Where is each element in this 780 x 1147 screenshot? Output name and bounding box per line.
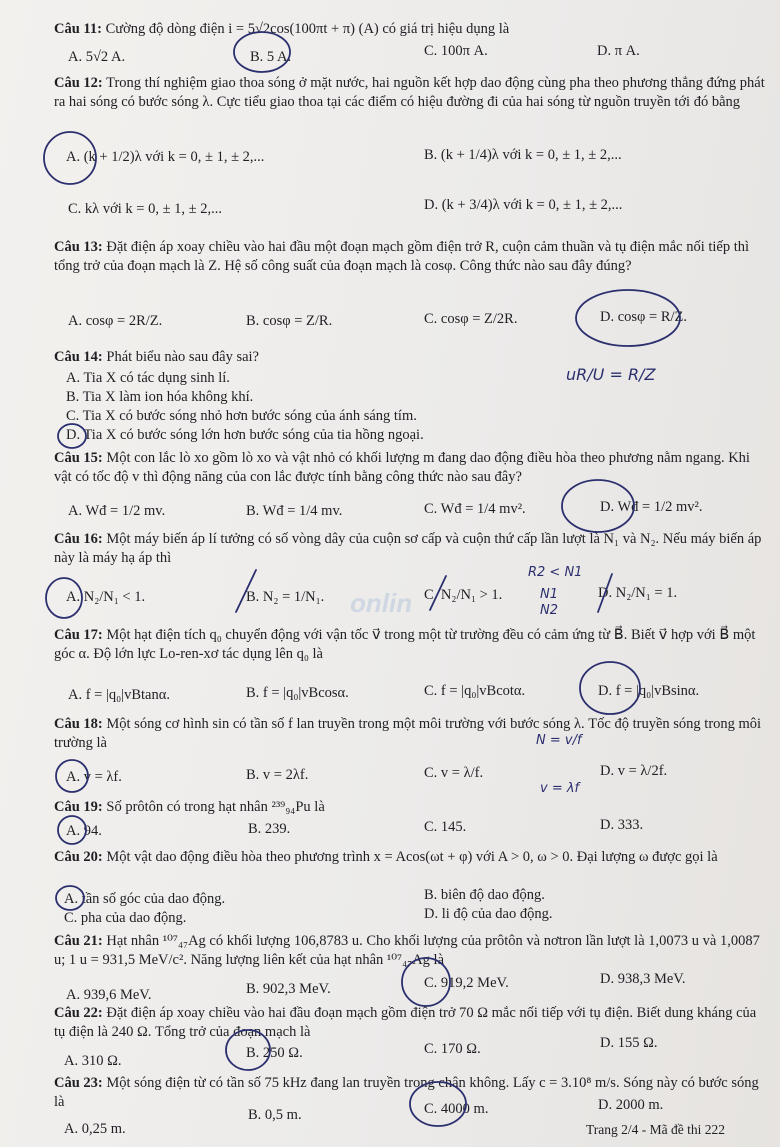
option-b: B. 250 Ω.	[246, 1045, 303, 1061]
option-c: C. 4000 m.	[424, 1101, 489, 1117]
option-a: A. v = λf.	[66, 769, 122, 785]
question-stem: Trong thí nghiệm giao thoa sóng ở mặt nước, hai nguồn kết hợp dao động cùng pha theo phương thẳng đứng phát ra hai sóng có bước sóng λ. Cực tiểu giao thoa tại các điểm có hiệu đường đi của hai sóng từ nguồn truyền tới đó bằng	[54, 75, 765, 110]
option-a: A. Wđ = 1/2 mv.	[68, 503, 166, 519]
option-c: C. 170 Ω.	[424, 1041, 481, 1057]
option-d: D. 2000 m.	[598, 1097, 664, 1113]
question-17	[54, 626, 766, 664]
question-number: Câu 19:	[54, 799, 103, 815]
option-a: A. (k + 1/2)λ với k = 0, ± 1, ± 2,...	[66, 149, 265, 165]
option-b: B. 239.	[248, 821, 291, 837]
option-b: B. f = |q₀|vBcosα.	[246, 685, 349, 701]
watermark: onlin	[350, 588, 413, 618]
question-number: Câu 21:	[54, 933, 103, 949]
option-c: C. pha của dao động.	[64, 910, 187, 926]
option-c: C. Tia X có bước sóng nhỏ hơn bước sóng của ánh sáng tím.	[66, 408, 417, 424]
question-stem: Số prôtôn có trong hạt nhân ²³⁹₉₄Pu là	[106, 799, 325, 815]
option-c: C. 100π A.	[424, 43, 488, 59]
handwritten-note: N = v/f	[536, 733, 582, 748]
option-d: D. Wđ = 1/2 mv².	[600, 499, 703, 515]
question-number: Câu 22:	[54, 1005, 103, 1021]
question-stem: Một vật dao động điều hòa theo phương trình x = Acos(ωt + φ) với A > 0, ω > 0. Đại lượng ω được gọi là	[106, 849, 718, 865]
option-b: B. cosφ = Z/R.	[246, 313, 333, 329]
option-d: D. N₂/N₁ = 1.	[598, 585, 678, 601]
handwritten-note: v = λf	[540, 781, 580, 796]
question-number: Câu 13:	[54, 239, 103, 255]
question-number: Câu 15:	[54, 450, 103, 466]
page-footer: Trang 2/4 - Mã đề thi 222	[586, 1122, 725, 1137]
option-b: B. (k + 1/4)λ với k = 0, ± 1, ± 2,...	[424, 147, 622, 163]
option-a: A. N₂/N₁ < 1.	[66, 589, 146, 605]
option-a: A. f = |q₀|vBtanα.	[68, 687, 170, 703]
option-a: A. 5√2 A.	[68, 49, 126, 65]
option-a: A. 939,6 MeV.	[66, 987, 152, 1003]
question-stem: Cường độ dòng điện i = 5√2cos(100πt + π) (A) có giá trị hiệu dụng là	[105, 21, 510, 37]
option-b: B. 5 A.	[250, 49, 292, 65]
question-stem: Một sóng điện từ có tần số 75 kHz đang lan truyền trong chân không. Lấy c = 3.10⁸ m/s. Sóng này có bước sóng là	[54, 1075, 759, 1110]
question-12	[54, 74, 766, 112]
option-c: C. Wđ = 1/4 mv².	[424, 501, 526, 517]
option-d: D. (k + 3/4)λ với k = 0, ± 1, ± 2,...	[424, 197, 623, 213]
option-d: D. Tia X có bước sóng lớn hơn bước sóng của tia hồng ngoại.	[66, 427, 424, 443]
handwritten-note: N1	[540, 587, 558, 602]
question-15	[54, 449, 766, 487]
question-14	[54, 348, 766, 367]
option-d: D. 333.	[600, 817, 644, 833]
question-number: Câu 17:	[54, 627, 103, 643]
option-c: C. 919,2 MeV.	[424, 975, 509, 991]
question-number: Câu 14:	[54, 349, 103, 365]
option-c: C. f = |q₀|vBcotα.	[424, 683, 526, 699]
question-22	[54, 1004, 766, 1042]
option-a: A. Tia X có tác dụng sinh lí.	[66, 370, 230, 386]
question-stem: Phát biểu nào sau đây sai?	[106, 349, 259, 365]
question-number: Câu 23:	[54, 1075, 103, 1091]
option-a: A. 94.	[66, 823, 102, 839]
option-d: D. cosφ = R/Z.	[600, 309, 688, 325]
option-d: D. f = |q₀|vBsinα.	[598, 683, 700, 699]
question-stem: Một con lắc lò xo gồm lò xo và vật nhỏ có khối lượng m đang dao động điều hòa theo phương nằm ngang. Khi vật có tốc độ v thì động năng của con lắc được tính bằng công thức nào sau đây?	[54, 450, 750, 485]
option-b: B. 902,3 MeV.	[246, 981, 331, 997]
question-21	[54, 932, 766, 970]
question-stem: Đặt điện áp xoay chiều vào hai đầu một đoạn mạch gồm điện trở R, cuộn cảm thuần và tụ điện mắc nối tiếp thì tổng trở của đoạn mạch là Z. Hệ số công suất của đoạn mạch là cosφ. Công thức nào sau đây đúng?	[54, 239, 750, 274]
question-20	[54, 848, 766, 867]
handwritten-note: N2	[540, 603, 558, 618]
option-a: A. 310 Ω.	[64, 1053, 122, 1069]
question-stem: Một sóng cơ hình sin có tần số f lan truyền trong một môi trường với bước sóng λ. Tốc độ truyền sóng trong môi trường là	[54, 716, 762, 751]
question-number: Câu 12:	[54, 75, 103, 91]
question-number: Câu 16:	[54, 531, 103, 547]
question-number: Câu 11:	[54, 21, 102, 37]
option-d: D. v = λ/2f.	[600, 763, 668, 779]
option-c: C. N₂/N₁ > 1.	[424, 587, 503, 603]
question-number: Câu 20:	[54, 849, 103, 865]
question-stem: Hạt nhân ¹⁰⁷₄₇Ag có khối lượng 106,8783 u. Cho khối lượng của prôtôn và nơtron lần lượt là 1,0073 u và 1,0087 u; 1 u = 931,5 MeV/c². Năng lượng liên kết của hạt nhân ¹⁰⁷₄₇Ag là	[54, 933, 760, 968]
option-c: C. kλ với k = 0, ± 1, ± 2,...	[68, 201, 222, 217]
question-number: Câu 18:	[54, 716, 103, 732]
option-c: C. v = λ/f.	[424, 765, 484, 781]
question-13	[54, 238, 766, 276]
handwritten-note: R2 < N1	[528, 565, 583, 580]
option-d: D. 938,3 MeV.	[600, 971, 686, 987]
option-d: D. π A.	[597, 43, 640, 59]
option-b: B. 0,5 m.	[248, 1107, 302, 1123]
question-stem: Một máy biến áp lí tưởng có số vòng dây của cuộn sơ cấp và cuộn thứ cấp lần lượt là N₁ và N₂. Nếu máy biến áp này là máy hạ áp thì	[54, 531, 762, 566]
option-a: A. tần số góc của dao động.	[64, 891, 226, 907]
option-b: B. biên độ dao động.	[424, 887, 545, 903]
option-b: B. Wđ = 1/4 mv.	[246, 503, 343, 519]
option-b: B. Tia X làm ion hóa không khí.	[66, 389, 254, 405]
option-b: B. v = 2λf.	[246, 767, 309, 783]
question-stem: Đặt điện áp xoay chiều vào hai đầu đoạn mạch gồm điện trở 70 Ω mắc nối tiếp với tụ điện. Biết dung kháng của tụ điện là 240 Ω. Tổng trở của đoạn mạch là	[54, 1005, 757, 1040]
option-c: C. 145.	[424, 819, 467, 835]
option-b: B. N₂ = 1/N₁.	[246, 589, 325, 605]
option-d: D. 155 Ω.	[600, 1035, 658, 1051]
option-d: D. li độ của dao động.	[424, 906, 553, 922]
handwritten-note: uR/U = R/Z	[566, 365, 656, 384]
option-a: A. 0,25 m.	[64, 1121, 126, 1137]
question-11	[54, 20, 766, 39]
question-18	[54, 715, 766, 753]
option-a: A. cosφ = 2R/Z.	[68, 313, 163, 329]
question-16	[54, 530, 766, 568]
question-stem: Một hạt điện tích q₀ chuyển động với vận tốc v⃗ trong một từ trường đều có cảm ứng từ B⃗. Biết v⃗ hợp với B⃗ một góc α. Độ lớn lực Lo-ren-xơ tác dụng lên q₀ là	[54, 627, 756, 662]
question-19	[54, 798, 766, 817]
option-c: C. cosφ = Z/2R.	[424, 311, 518, 327]
